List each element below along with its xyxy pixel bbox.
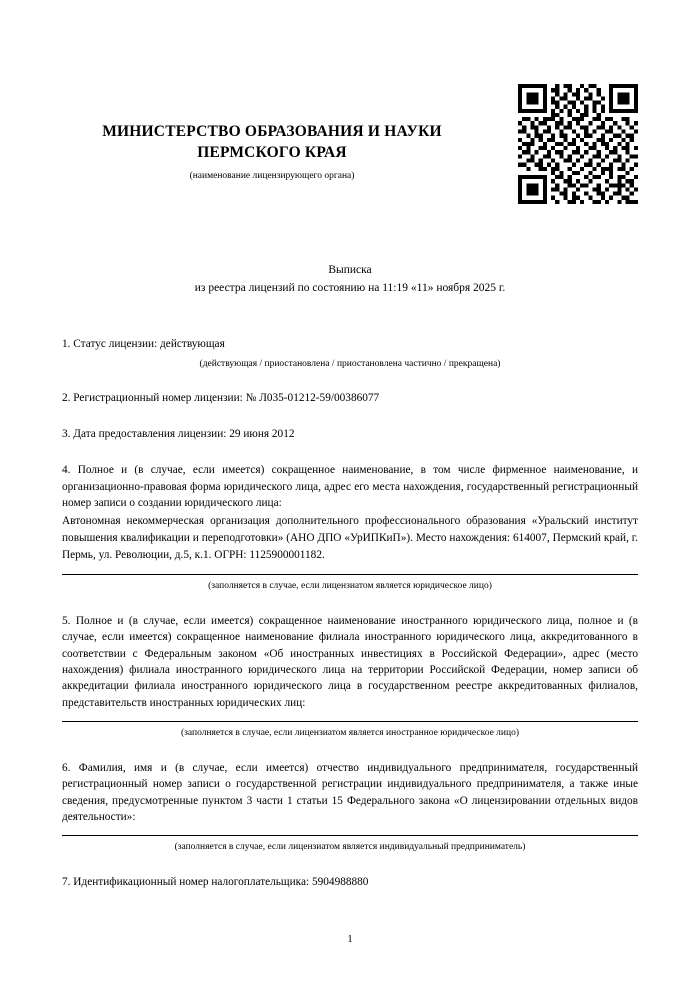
document-header xyxy=(62,0,482,181)
section-foreign-entity-text: 5. Полное и (в случае, если имеется) сокращенное наименование иностранного юридического лица, полное и (в случае, если имеется) сокращенное наименование филиала иностранного юридического лица, аккредитованного в соответствии с Федеральным законом «Об иностранных инвестициях в Российской Федерации», адрес (место нахождения) филиала иностранного юридического лица на территории Российской Федерации, номер записи об аккредитации филиала иностранного юридического лица в государственном реестре аккредитованных филиалов, представительств иностранных юридических лиц: xyxy=(62,614,638,709)
section-issue-date xyxy=(62,426,638,443)
section-legal-entity-body: Автономная некоммерческая организация дополнительного профессионального образования «Уральский институт повышения квалификации и переподготовки» (АНО ДПО «УрИПКиП»). Место нахождения: 614007, Пермский край, г. Пермь, ул. Революции, д.5, к.1. ОГРН: 1125900001182. xyxy=(62,515,638,562)
section-individual-entrepreneur xyxy=(62,760,638,855)
section-status-text: 1. Статус лицензии: действующая xyxy=(62,337,225,350)
section-status-note: (действующая / приостановлена / приостановлена частично / прекращена) xyxy=(199,358,501,369)
section-foreign-entity-note: (заполняется в случае, если лицензиатом является иностранное юридическое лицо) xyxy=(181,728,519,739)
organization-title: МИНИСТЕРСТВО ОБРАЗОВАНИЯ И НАУКИ ПЕРМСКОГО КРАЯ xyxy=(102,123,442,161)
qr-code-image xyxy=(518,84,638,204)
section-individual-entrepreneur-note: (заполняется в случае, если лицензиатом является индивидуальный предприниматель) xyxy=(174,842,526,853)
section-reg-number xyxy=(62,390,638,407)
section-legal-entity-text: 4. Полное и (в случае, если имеется) сокращенное наименование, в том числе фирменное наименование, и организационно-правовая форма юридического лица, адрес его места нахождения, государственный регистрационный номер записи о создании юридического лица: xyxy=(62,464,638,509)
section-reg-number-text: 2. Регистрационный номер лицензии: № Л035-01212-59/00386077 xyxy=(62,392,380,405)
document-title-line2: из реестра лицензий по состоянию на 11:19 «11» ноября 2025 г. xyxy=(194,282,506,295)
document-title xyxy=(62,261,638,298)
divider-legal-entity xyxy=(62,574,638,575)
section-inn-text: 7. Идентификационный номер налогоплательщика: 5904988880 xyxy=(62,876,369,889)
divider-foreign-entity xyxy=(62,721,638,722)
section-status xyxy=(62,336,638,372)
section-issue-date-text: 3. Дата предоставления лицензии: 29 июня 2012 xyxy=(62,428,295,441)
section-legal-entity xyxy=(62,462,638,594)
section-legal-entity-note: (заполняется в случае, если лицензиатом является юридическое лицо) xyxy=(208,581,492,592)
section-foreign-entity xyxy=(62,613,638,741)
document-title-line1: Выписка xyxy=(328,263,372,276)
section-individual-entrepreneur-text: 6. Фамилия, имя и (в случае, если имеется) отчество индивидуального предпринимателя, государственный регистрационный номер записи о государственной регистрации индивидуального предпринимателя, а также иные сведения, предусмотренные пунктом 3 части 1 статьи 15 Федерального закона «О лицензировании отдельных видов деятельности»: xyxy=(62,761,638,824)
organization-caption: (наименование лицензирующего органа) xyxy=(189,170,355,181)
page-number: 1 xyxy=(347,933,353,945)
section-inn xyxy=(62,874,638,891)
divider-individual-entrepreneur xyxy=(62,835,638,836)
